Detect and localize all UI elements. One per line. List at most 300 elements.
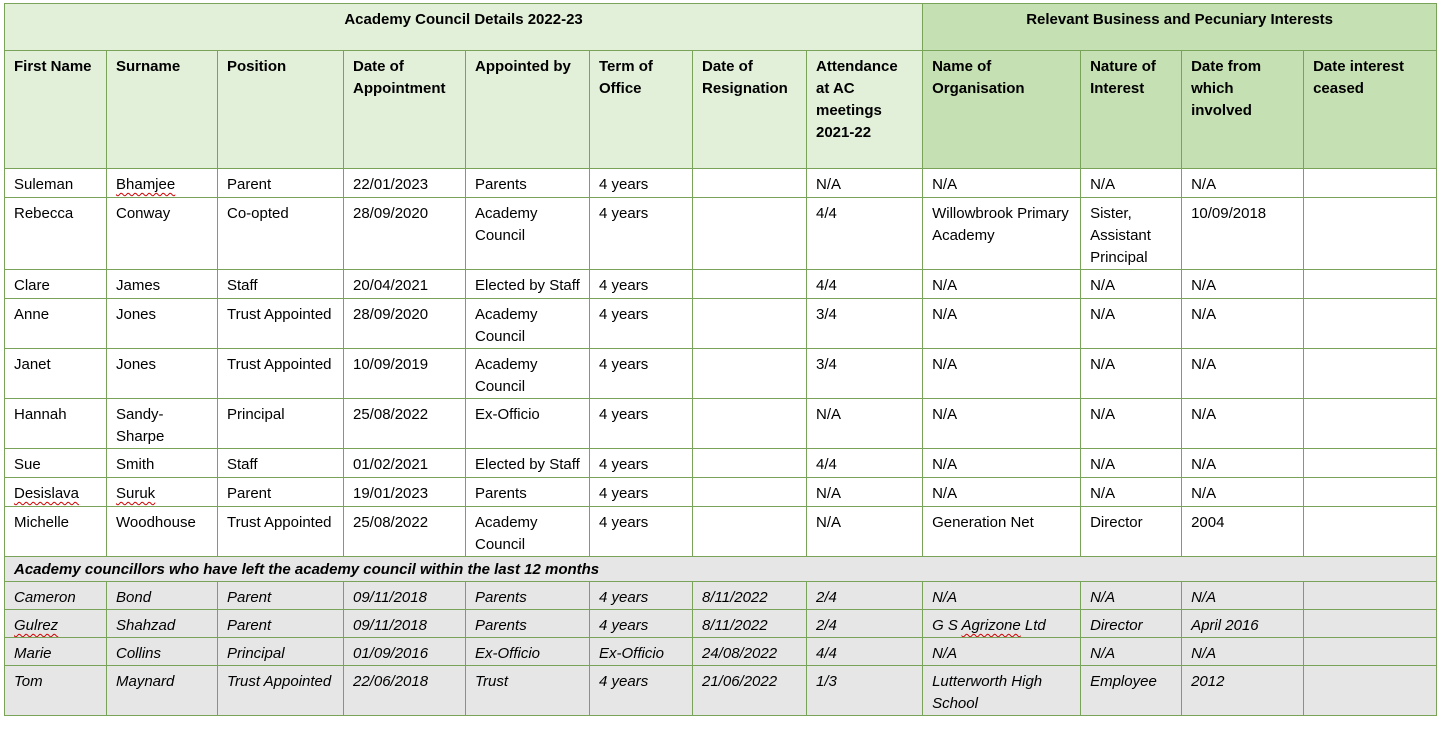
organisation-text: N/A — [932, 176, 958, 193]
cell-date-of-appointment — [344, 270, 466, 299]
term-of-office-text: 4 years — [599, 589, 649, 606]
cell-first-name — [5, 399, 107, 449]
position-text: Trust Appointed — [227, 673, 332, 690]
left-section — [5, 557, 1437, 582]
cell-term-of-office — [590, 449, 693, 478]
date-of-appointment-text: 28/09/2020 — [353, 306, 429, 323]
position-text: Co-opted — [227, 205, 289, 222]
cell-attendance — [807, 349, 923, 399]
cell-surname — [107, 666, 218, 716]
cell-term-of-office — [590, 582, 693, 610]
cell-attendance — [807, 270, 923, 299]
date-involved-text: N/A — [1191, 589, 1217, 606]
academy-council-table — [4, 3, 1437, 716]
organisation-text: Generation Net — [932, 514, 1034, 531]
cell-date-ceased — [1304, 666, 1437, 716]
attendance-text: 3/4 — [816, 306, 837, 323]
cell-date-involved — [1182, 507, 1304, 557]
cell-date-involved — [1182, 198, 1304, 270]
cell-nature-of-interest — [1081, 349, 1182, 399]
cell-organisation — [923, 666, 1081, 716]
cell-date-involved — [1182, 449, 1304, 478]
cell-date-of-appointment — [344, 198, 466, 270]
cell-surname — [107, 449, 218, 478]
cell-position — [218, 638, 344, 666]
first-name-text: Sue — [14, 456, 41, 473]
cell-appointed-by — [466, 582, 590, 610]
attendance-text: 3/4 — [816, 356, 837, 373]
organisation-text: Lutterworth High School — [932, 673, 1043, 712]
date-of-appointment-text: 01/09/2016 — [353, 645, 429, 662]
cell-nature-of-interest — [1081, 478, 1182, 507]
surname-text: Jones — [116, 356, 157, 373]
cell-date-of-resignation — [693, 582, 807, 610]
nature-of-interest-text: Director — [1090, 617, 1143, 634]
cell-date-ceased — [1304, 582, 1437, 610]
cell-organisation — [923, 349, 1081, 399]
cell-date-ceased — [1304, 478, 1437, 507]
cell-date-involved — [1182, 610, 1304, 638]
cell-first-name — [5, 582, 107, 610]
cell-organisation — [923, 507, 1081, 557]
date-involved-text: N/A — [1191, 456, 1217, 473]
cell-position — [218, 507, 344, 557]
position-text: Principal — [227, 406, 285, 423]
surname-text: Shahzad — [116, 617, 176, 634]
current-members-body — [5, 169, 1437, 557]
table-row — [5, 449, 1437, 478]
cell-organisation — [923, 169, 1081, 198]
cell-date-of-resignation — [693, 198, 807, 270]
cell-attendance — [807, 638, 923, 666]
cell-date-involved — [1182, 638, 1304, 666]
nature-of-interest-text: N/A — [1090, 485, 1116, 502]
cell-term-of-office — [590, 270, 693, 299]
cell-date-ceased — [1304, 270, 1437, 299]
attendance-text: 4/4 — [816, 277, 837, 294]
term-of-office-text: 4 years — [599, 485, 649, 502]
nature-of-interest-text: Sister, Assistant Principal — [1090, 205, 1151, 266]
cell-nature-of-interest — [1081, 666, 1182, 716]
cell-date-of-appointment — [344, 169, 466, 198]
appointed-by-text: Parents — [475, 176, 527, 193]
date-of-appointment-text: 09/11/2018 — [353, 617, 427, 634]
date-of-resignation-text: 24/08/2022 — [702, 645, 778, 662]
cell-appointed-by — [466, 610, 590, 638]
cell-date-of-resignation — [693, 399, 807, 449]
attendance-text: 4/4 — [816, 205, 837, 222]
date-involved-text: April 2016 — [1191, 617, 1259, 634]
cell-attendance — [807, 478, 923, 507]
cell-position — [218, 449, 344, 478]
cell-first-name — [5, 299, 107, 349]
surname-text: Collins — [116, 645, 162, 662]
col-date-involved: Date from which involved — [1182, 51, 1304, 169]
attendance-text: 4/4 — [816, 645, 837, 662]
date-of-appointment-text: 25/08/2022 — [353, 406, 429, 423]
cell-nature-of-interest — [1081, 198, 1182, 270]
cell-date-of-appointment — [344, 610, 466, 638]
term-of-office-text: Ex-Officio — [599, 645, 665, 662]
cell-nature-of-interest — [1081, 169, 1182, 198]
surname-text: Conway — [116, 205, 171, 222]
term-of-office-text: 4 years — [599, 406, 649, 423]
cell-date-involved — [1182, 582, 1304, 610]
attendance-text: 2/4 — [816, 617, 837, 634]
first-name-text: Suleman — [14, 176, 74, 193]
organisation-text: N/A — [932, 277, 958, 294]
cell-attendance — [807, 666, 923, 716]
col-date-of-appointment: Date of Appointment — [344, 51, 466, 169]
organisation-text: N/A — [932, 406, 958, 423]
surname-text: Maynard — [116, 673, 175, 690]
cell-organisation — [923, 478, 1081, 507]
left-members-body — [5, 582, 1437, 716]
cell-date-of-resignation — [693, 270, 807, 299]
cell-date-of-resignation — [693, 478, 807, 507]
table-row — [5, 399, 1437, 449]
appointed-by-text: Ex-Officio — [475, 406, 540, 423]
first-name-text: Rebecca — [14, 205, 74, 222]
cell-date-involved — [1182, 666, 1304, 716]
cell-date-involved — [1182, 478, 1304, 507]
cell-appointed-by — [466, 198, 590, 270]
cell-date-involved — [1182, 169, 1304, 198]
cell-attendance — [807, 582, 923, 610]
cell-nature-of-interest — [1081, 399, 1182, 449]
col-date-of-resignation: Date of Resignation — [693, 51, 807, 169]
col-attendance: Attendance at AC meetings 2021-22 — [807, 51, 923, 169]
organisation-text: N/A — [932, 645, 958, 662]
cell-date-ceased — [1304, 349, 1437, 399]
cell-date-of-resignation — [693, 666, 807, 716]
attendance-text: N/A — [816, 514, 842, 531]
first-name-text: Marie — [14, 645, 52, 662]
cell-position — [218, 478, 344, 507]
date-of-appointment-text: 01/02/2021 — [353, 456, 429, 473]
cell-first-name — [5, 638, 107, 666]
col-surname: Surname — [107, 51, 218, 169]
position-text: Parent — [227, 485, 272, 502]
position-text: Staff — [227, 277, 258, 294]
cell-appointed-by — [466, 399, 590, 449]
cell-surname — [107, 399, 218, 449]
cell-appointed-by — [466, 449, 590, 478]
cell-surname — [107, 582, 218, 610]
cell-organisation — [923, 449, 1081, 478]
appointed-by-text: Academy Council — [475, 306, 538, 345]
date-involved-text: 2012 — [1191, 673, 1225, 690]
surname-text: Bhamjee — [116, 176, 176, 193]
cell-organisation — [923, 610, 1081, 638]
cell-nature-of-interest — [1081, 507, 1182, 557]
surname-text: Smith — [116, 456, 155, 473]
cell-date-involved — [1182, 349, 1304, 399]
cell-nature-of-interest — [1081, 299, 1182, 349]
cell-first-name — [5, 169, 107, 198]
date-of-resignation-text: 21/06/2022 — [702, 673, 778, 690]
table-row — [5, 638, 1437, 666]
column-header-row — [5, 51, 1437, 169]
cell-date-of-resignation — [693, 638, 807, 666]
appointed-by-text: Parents — [475, 617, 527, 634]
cell-date-of-appointment — [344, 399, 466, 449]
table-row — [5, 198, 1437, 270]
cell-nature-of-interest — [1081, 270, 1182, 299]
cell-date-of-resignation — [693, 349, 807, 399]
cell-appointed-by — [466, 638, 590, 666]
date-involved-text: N/A — [1191, 485, 1217, 502]
cell-first-name — [5, 270, 107, 299]
cell-date-of-resignation — [693, 507, 807, 557]
cell-term-of-office — [590, 299, 693, 349]
cell-surname — [107, 478, 218, 507]
col-term-of-office: Term of Office — [590, 51, 693, 169]
appointed-by-text: Elected by Staff — [475, 456, 580, 473]
group-header-row — [5, 4, 1437, 51]
table-row — [5, 666, 1437, 716]
position-text: Staff — [227, 456, 258, 473]
attendance-text: N/A — [816, 176, 842, 193]
cell-date-ceased — [1304, 507, 1437, 557]
cell-attendance — [807, 299, 923, 349]
cell-position — [218, 582, 344, 610]
cell-appointed-by — [466, 666, 590, 716]
organisation-text: Willowbrook Primary Academy — [932, 205, 1069, 244]
table-row — [5, 582, 1437, 610]
nature-of-interest-text: N/A — [1090, 306, 1116, 323]
date-of-appointment-text: 10/09/2019 — [353, 356, 429, 373]
cell-appointed-by — [466, 507, 590, 557]
cell-organisation — [923, 299, 1081, 349]
first-name-text: Gulrez — [14, 617, 59, 634]
position-text: Parent — [227, 176, 272, 193]
nature-of-interest-text: N/A — [1090, 645, 1116, 662]
attendance-text: N/A — [816, 406, 842, 423]
first-name-text: Janet — [14, 356, 51, 373]
cell-appointed-by — [466, 270, 590, 299]
first-name-text: Michelle — [14, 514, 70, 531]
cell-position — [218, 198, 344, 270]
cell-date-of-resignation — [693, 169, 807, 198]
cell-term-of-office — [590, 349, 693, 399]
table-row — [5, 169, 1437, 198]
cell-surname — [107, 198, 218, 270]
appointed-by-text: Parents — [475, 589, 527, 606]
cell-date-of-appointment — [344, 349, 466, 399]
cell-date-of-appointment — [344, 507, 466, 557]
cell-date-ceased — [1304, 299, 1437, 349]
attendance-text: 2/4 — [816, 589, 837, 606]
cell-attendance — [807, 169, 923, 198]
organisation-text: N/A — [932, 456, 958, 473]
date-of-appointment-text: 22/01/2023 — [353, 176, 429, 193]
term-of-office-text: 4 years — [599, 456, 649, 473]
cell-date-of-appointment — [344, 299, 466, 349]
term-of-office-text: 4 years — [599, 617, 649, 634]
nature-of-interest-text: N/A — [1090, 456, 1116, 473]
cell-attendance — [807, 399, 923, 449]
cell-date-involved — [1182, 299, 1304, 349]
date-involved-text: N/A — [1191, 356, 1217, 373]
cell-position — [218, 610, 344, 638]
cell-date-ceased — [1304, 198, 1437, 270]
left-section-title: Academy councillors who have left the academy council within the last 12 months — [5, 557, 1437, 582]
nature-of-interest-text: Employee — [1090, 673, 1157, 690]
cell-date-of-appointment — [344, 666, 466, 716]
cell-surname — [107, 610, 218, 638]
term-of-office-text: 4 years — [599, 356, 649, 373]
position-text: Trust Appointed — [227, 306, 332, 323]
cell-surname — [107, 638, 218, 666]
nature-of-interest-text: Director — [1090, 514, 1143, 531]
appointed-by-text: Elected by Staff — [475, 277, 580, 294]
first-name-text: Clare — [14, 277, 50, 294]
surname-text: Woodhouse — [116, 514, 196, 531]
date-of-appointment-text: 09/11/2018 — [353, 589, 427, 606]
cell-appointed-by — [466, 169, 590, 198]
cell-date-ceased — [1304, 399, 1437, 449]
term-of-office-text: 4 years — [599, 306, 649, 323]
position-text: Trust Appointed — [227, 356, 332, 373]
cell-position — [218, 399, 344, 449]
cell-term-of-office — [590, 478, 693, 507]
cell-position — [218, 270, 344, 299]
nature-of-interest-text: N/A — [1090, 356, 1116, 373]
cell-date-of-resignation — [693, 449, 807, 478]
nature-of-interest-text: N/A — [1090, 277, 1116, 294]
date-of-appointment-text: 20/04/2021 — [353, 277, 429, 294]
cell-term-of-office — [590, 399, 693, 449]
cell-attendance — [807, 507, 923, 557]
cell-date-of-appointment — [344, 449, 466, 478]
table-row — [5, 610, 1437, 638]
cell-position — [218, 169, 344, 198]
cell-first-name — [5, 478, 107, 507]
first-name-text: Cameron — [14, 589, 76, 606]
cell-date-of-resignation — [693, 610, 807, 638]
attendance-text: 1/3 — [816, 673, 837, 690]
cell-date-of-resignation — [693, 299, 807, 349]
date-involved-text: N/A — [1191, 176, 1217, 193]
position-text: Parent — [227, 617, 272, 634]
cell-date-of-appointment — [344, 638, 466, 666]
cell-attendance — [807, 449, 923, 478]
cell-nature-of-interest — [1081, 610, 1182, 638]
cell-appointed-by — [466, 478, 590, 507]
table-row — [5, 507, 1437, 557]
surname-text: Suruk — [116, 485, 156, 502]
surname-text: Jones — [116, 306, 157, 323]
cell-term-of-office — [590, 638, 693, 666]
cell-date-ceased — [1304, 638, 1437, 666]
surname-text: Sandy-Sharpe — [116, 406, 165, 445]
cell-nature-of-interest — [1081, 582, 1182, 610]
nature-of-interest-text: N/A — [1090, 176, 1116, 193]
term-of-office-text: 4 years — [599, 277, 649, 294]
cell-date-of-appointment — [344, 582, 466, 610]
cell-date-ceased — [1304, 610, 1437, 638]
nature-of-interest-text: N/A — [1090, 589, 1116, 606]
term-of-office-text: 4 years — [599, 205, 649, 222]
appointed-by-text: Academy Council — [475, 205, 538, 244]
organisation-text: G S Agrizone Ltd — [932, 617, 1046, 634]
date-involved-text: 10/09/2018 — [1191, 205, 1267, 222]
cell-term-of-office — [590, 610, 693, 638]
cell-surname — [107, 507, 218, 557]
cell-term-of-office — [590, 666, 693, 716]
surname-text: Bond — [116, 589, 152, 606]
date-of-appointment-text: 19/01/2023 — [353, 485, 429, 502]
nature-of-interest-text: N/A — [1090, 406, 1116, 423]
table-row — [5, 270, 1437, 299]
date-involved-text: N/A — [1191, 645, 1217, 662]
cell-position — [218, 666, 344, 716]
cell-attendance — [807, 198, 923, 270]
organisation-text: N/A — [932, 485, 958, 502]
date-involved-text: N/A — [1191, 306, 1217, 323]
date-involved-text: N/A — [1191, 406, 1217, 423]
cell-organisation — [923, 582, 1081, 610]
cell-term-of-office — [590, 507, 693, 557]
term-of-office-text: 4 years — [599, 514, 649, 531]
col-position: Position — [218, 51, 344, 169]
table-row — [5, 299, 1437, 349]
appointed-by-text: Academy Council — [475, 356, 538, 395]
attendance-text: N/A — [816, 485, 842, 502]
cell-date-ceased — [1304, 449, 1437, 478]
col-nature-of-interest: Nature of Interest — [1081, 51, 1182, 169]
cell-first-name — [5, 610, 107, 638]
left-section-row — [5, 557, 1437, 582]
appointed-by-text: Ex-Officio — [475, 645, 541, 662]
organisation-text: N/A — [932, 306, 958, 323]
cell-appointed-by — [466, 349, 590, 399]
date-of-resignation-text: 8/11/2022 — [702, 589, 768, 606]
organisation-text: N/A — [932, 589, 958, 606]
cell-organisation — [923, 638, 1081, 666]
surname-text: James — [116, 277, 161, 294]
cell-position — [218, 349, 344, 399]
cell-organisation — [923, 270, 1081, 299]
cell-nature-of-interest — [1081, 638, 1182, 666]
council-details-header: Academy Council Details 2022-23 — [5, 4, 923, 51]
date-involved-text: 2004 — [1191, 514, 1225, 531]
cell-first-name — [5, 666, 107, 716]
date-of-appointment-text: 22/06/2018 — [353, 673, 429, 690]
cell-surname — [107, 169, 218, 198]
appointed-by-text: Trust — [475, 673, 509, 690]
cell-term-of-office — [590, 198, 693, 270]
cell-nature-of-interest — [1081, 449, 1182, 478]
table-row — [5, 478, 1437, 507]
col-first-name: First Name — [5, 51, 107, 169]
first-name-text: Tom — [14, 673, 43, 690]
cell-organisation — [923, 399, 1081, 449]
col-appointed-by: Appointed by — [466, 51, 590, 169]
cell-date-involved — [1182, 399, 1304, 449]
cell-attendance — [807, 610, 923, 638]
cell-date-of-appointment — [344, 478, 466, 507]
date-of-appointment-text: 28/09/2020 — [353, 205, 429, 222]
date-involved-text: N/A — [1191, 277, 1217, 294]
first-name-text: Hannah — [14, 406, 67, 423]
cell-first-name — [5, 507, 107, 557]
organisation-text: N/A — [932, 356, 958, 373]
cell-position — [218, 299, 344, 349]
cell-appointed-by — [466, 299, 590, 349]
col-organisation: Name of Organisation — [923, 51, 1081, 169]
